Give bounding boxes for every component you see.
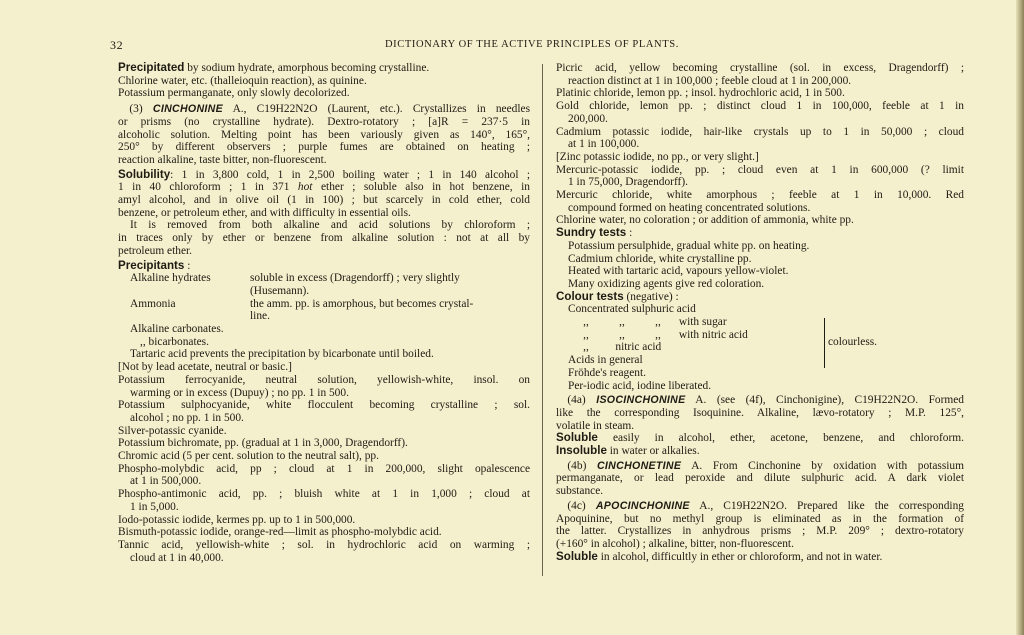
oxidizing-line: Many oxidizing agents give red coloration. bbox=[568, 277, 765, 290]
frohde-line: Fröhde's reagent. bbox=[568, 366, 646, 379]
precipitants-heading: Precipitants bbox=[118, 259, 185, 272]
running-title: DICTIONARY OF THE ACTIVE PRINCIPLES OF PLANTS. bbox=[385, 39, 679, 50]
ferrocyanide-line-2: warming or in excess (Dupuy) ; no pp. 1 in 500. bbox=[130, 386, 349, 399]
isocinchonine-line-1: (4a) ISOCINCHONINE A. (see (4f), Cinchonigine), C19H22N2O. Formed bbox=[567, 394, 964, 407]
solubility-line-4: benzene, or petroleum ether, and with difficulty in essential oils. bbox=[118, 206, 411, 219]
iodo-potassic-line: Iodo-potassic iodide, kermes pp. up to 1 in 500,000. bbox=[118, 513, 356, 526]
cinchonine-name: CINCHONINE bbox=[152, 103, 223, 116]
persulphide-line: Potassium persulphide, gradual white pp. on heating. bbox=[568, 239, 810, 252]
cinchonine-line-4: 250° by different observers ; purple fumes are obtained on heating ; bbox=[118, 141, 530, 154]
permanganate-line: Potassium permanganate, only slowly decolorized. bbox=[118, 87, 350, 100]
gold-line-1: Gold chloride, lemon pp. ; distinct cloud 1 in 100,000, feeble at 1 in bbox=[556, 100, 964, 113]
with-nitric-line: ,, ,, ,, with nitric acid bbox=[583, 328, 748, 341]
mercuric-chloride-line-2: compound formed on heating concentrated solutions. bbox=[568, 201, 811, 214]
precipitated-line: Precipitated by sodium hydrate, amorphous becoming crystalline. bbox=[118, 62, 430, 74]
soluble-line: Soluble easily in alcohol, ether, acetone, benzene, and chloroform. bbox=[556, 432, 964, 445]
solubility-line-3: amyl alcohol, and in olive oil (1 in 100) ; but scarcely in cold ether, cold bbox=[118, 194, 530, 207]
precipitated-heading: Precipitated bbox=[118, 62, 185, 74]
tartaric-line: Tartaric acid prevents the precipitation by bicarbonate until boiled. bbox=[130, 348, 434, 361]
lead-line: [Not by lead acetate, neutral or basic.] bbox=[118, 361, 292, 374]
isocinchonine-line-2: like the corresponding Isoquinine. Alkaline, lævo-rotatory ; M.P. 125°, bbox=[556, 406, 964, 419]
periodic-line: Per-iodic acid, iodine liberated. bbox=[568, 379, 712, 392]
soluble-heading: Soluble bbox=[556, 432, 598, 445]
chromic-line: Chromic acid (5 per cent. solution to the neutral salt), pp. bbox=[118, 450, 379, 463]
cinchonetine-line-1: (4b) CINCHONETINE A. From Cinchonine by oxidation with potassium bbox=[567, 459, 964, 472]
mercuric-chloride-line-1: Mercuric chloride, white amorphous ; feeble at 1 in 10,000. Red bbox=[556, 189, 964, 202]
alkaline-hydrates-row: Alkaline hydrates soluble in excess (Dragendorff) ; very slightly bbox=[130, 272, 460, 285]
apocinchonine-line-4: (+160° in alcohol) ; alkaline, bitter, non-fluorescent. bbox=[556, 538, 794, 550]
colourless-brace bbox=[820, 318, 825, 368]
page-number: 32 bbox=[110, 38, 124, 52]
cinchonetine-name: CINCHONETINE bbox=[596, 459, 682, 472]
phospho-antimonic-line-2: 1 in 5,000. bbox=[130, 500, 179, 513]
isocinchonine-line-3: volatile in steam. bbox=[556, 419, 635, 432]
mercuric-potassic-line-2: 1 in 75,000, Dragendorff). bbox=[568, 176, 688, 189]
chlorine-line: Chlorine water, etc. (thalleioquin reaction), as quinine. bbox=[118, 74, 367, 87]
picric-line-2: reaction distinct at 1 in 100,000 ; feeble cloud at 1 in 200,000. bbox=[568, 74, 852, 87]
phospho-molybdic-line-2: at 1 in 500,000. bbox=[130, 475, 202, 488]
picric-line-1: Picric acid, yellow becoming crystalline (sol. in excess, Dragendorff) ; bbox=[556, 62, 964, 74]
apocinchonine-name: APOCINCHONINE bbox=[595, 499, 690, 512]
apocinchonine-line-3: the latter. Crystallizes in anhydrous prisms ; M.P. 209° ; dextro-rotatory bbox=[556, 525, 964, 538]
sundry-tests-line: Sundry tests : bbox=[556, 227, 633, 240]
apocinchonine-line-2: Apoquinine, but no methyl group is eliminated as in the formation of bbox=[556, 512, 964, 525]
tannic-line-1: Tannic acid, yellowish-white ; sol. in hydrochloric acid on warming ; bbox=[118, 538, 530, 551]
removed-line-2: in traces only by ether or benzene from alkaline solution : not at all by bbox=[118, 232, 530, 245]
apocinchonine-soluble-heading: Soluble bbox=[556, 550, 598, 563]
cinchonetine-line-2: permanganate, or lead peroxide and dilute sulphuric acid. A dark violet bbox=[556, 472, 964, 485]
apocinchonine-line-1: (4c) APOCINCHONINE A., C19H22N2O. Prepared like the corresponding bbox=[567, 499, 964, 512]
insoluble-heading: Insoluble bbox=[556, 445, 607, 458]
solubility-line-1: Solubility: 1 in 3,800 cold, 1 in 2,500 boiling water ; 1 in 140 alcohol ; bbox=[118, 168, 530, 181]
cinchonetine-line-3: substance. bbox=[556, 485, 604, 498]
with-sugar-line: ,, ,, ,, with sugar bbox=[583, 316, 727, 329]
isocinchonine-name: ISOCINCHONINE bbox=[596, 394, 686, 407]
cadmium-potassic-line-1: Cadmium potassic iodide, hair-like crystals up to 1 in 50,000 ; cloud bbox=[556, 125, 964, 138]
colourless-group bbox=[556, 316, 964, 367]
insoluble-line: Insoluble in water or alkalies. bbox=[556, 445, 700, 458]
chlorine-water-line: Chlorine water, no coloration ; or addition of ammonia, white pp. bbox=[556, 214, 854, 227]
heated-line: Heated with tartaric acid, vapours yellow-violet. bbox=[568, 265, 789, 278]
cadmium-chloride-line: Cadmium chloride, white crystalline pp. bbox=[568, 252, 752, 265]
sulphocyanide-line-2: alcohol ; no pp. 1 in 500. bbox=[130, 411, 244, 424]
solubility-heading: Solubility bbox=[118, 168, 171, 181]
zinc-line: [Zinc potassic iodide, no pp., or very slight.] bbox=[556, 150, 759, 163]
conc-sulphuric-line: Concentrated sulphuric acid bbox=[568, 303, 696, 316]
colourless-label: colourless. bbox=[828, 336, 878, 349]
left-column bbox=[118, 62, 530, 564]
bicarbonates: ,, bicarbonates. bbox=[140, 335, 209, 348]
colour-tests-line: Colour tests (negative) : bbox=[556, 290, 679, 303]
cinchonine-line-2: or prisms (no crystalline hydrate). Dextro-rotatory ; [a]R = 237·5 in bbox=[118, 115, 530, 128]
removed-line-1: It is removed from both alkaline and acid solutions by chloroform ; bbox=[130, 219, 530, 232]
cinchonine-line-5: reaction alkaline, taste bitter, non-fluorescent. bbox=[118, 153, 327, 166]
gold-line-2: 200,000. bbox=[568, 112, 608, 125]
solubility-line-2: 1 in 40 chloroform ; 1 in 371 hot ether ; soluble also in hot benzene, in bbox=[118, 181, 530, 194]
removed-line-3: petroleum ether. bbox=[118, 244, 193, 257]
phospho-molybdic-line-1: Phospho-molybdic acid, pp ; cloud at 1 in 200,000, slight opalescence bbox=[118, 462, 530, 475]
apocinchonine-soluble-line: Soluble in alcohol, difficultly in ether or chloroform, and not in water. bbox=[556, 550, 883, 563]
platinic-line: Platinic chloride, lemon pp. ; insol. hydrochloric acid, 1 in 500. bbox=[556, 87, 845, 100]
cadmium-potassic-line-2: at 1 in 100,000. bbox=[568, 138, 640, 151]
bichromate-line: Potassium bichromate, pp. (gradual at 1 in 3,000, Dragendorff). bbox=[118, 437, 408, 450]
nitric-acid-line: ,, nitric acid bbox=[583, 341, 662, 354]
column-divider bbox=[542, 64, 543, 576]
bismuth-line: Bismuth-potassic iodide, orange-red—limit as phospho-molybdic acid. bbox=[118, 526, 442, 539]
mercuric-potassic-line-1: Mercuric-potassic iodide, pp. ; cloud even at 1 in 600,000 (? limit bbox=[556, 163, 964, 176]
sundry-tests-heading: Sundry tests bbox=[556, 227, 627, 240]
colour-tests-heading: Colour tests bbox=[556, 290, 624, 303]
cinchonine-entry: (3) CINCHONINE A., C19H22N2O (Laurent, etc.). Crystallizes in needles bbox=[129, 103, 530, 116]
acids-general-line: Acids in general bbox=[568, 354, 643, 367]
husemann-row: (Husemann). bbox=[250, 284, 310, 297]
silver-line: Silver-potassic cyanide. bbox=[118, 424, 227, 437]
precipitants-line: Precipitants : bbox=[118, 259, 191, 272]
tannic-line-2: cloud at 1 in 40,000. bbox=[130, 551, 224, 564]
alkaline-carbonates: Alkaline carbonates. bbox=[130, 323, 224, 335]
cinchonine-line-3: alcoholic solution. Melting point has been variously given as 140°, 165°, bbox=[118, 128, 530, 141]
running-header bbox=[110, 38, 1010, 52]
page-spine bbox=[1016, 0, 1024, 635]
ammonia-cont-row: line. bbox=[250, 310, 270, 323]
sulphocyanide-line-1: Potassium sulphocyanide, white flocculent becoming crystalline ; sol. bbox=[118, 399, 530, 412]
ferrocyanide-line-1: Potassium ferrocyanide, neutral solution, yellowish-white, insol. on bbox=[118, 373, 530, 386]
right-column bbox=[556, 62, 964, 563]
ammonia-row: Ammonia the amm. pp. is amorphous, but becomes crystal- bbox=[130, 297, 474, 310]
phospho-antimonic-line-1: Phospho-antimonic acid, pp. ; bluish white at 1 in 1,000 ; cloud at bbox=[118, 488, 530, 501]
